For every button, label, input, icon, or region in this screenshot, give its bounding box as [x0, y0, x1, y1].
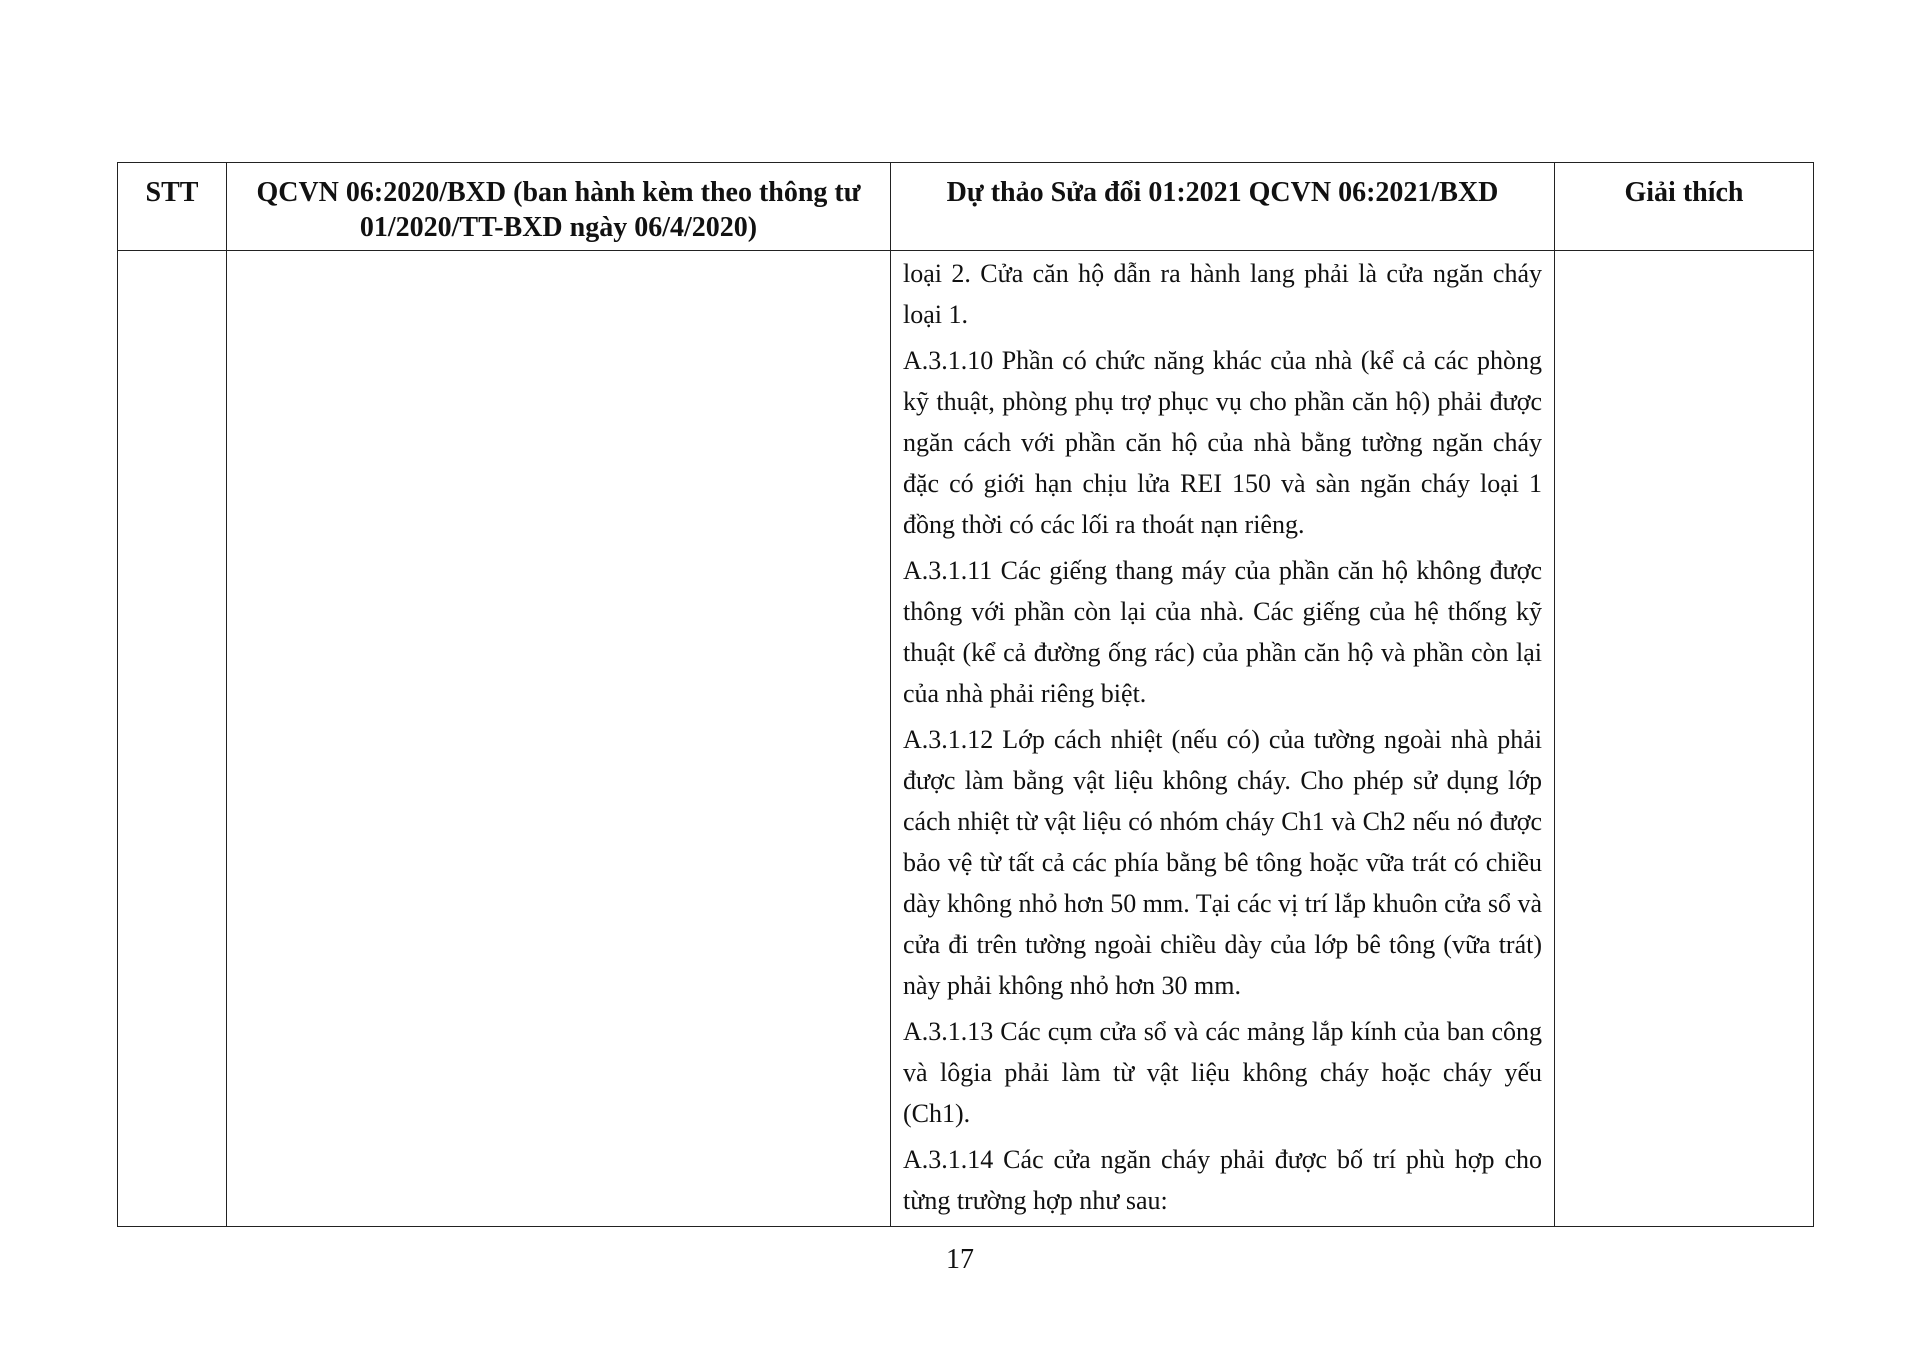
paragraph-a3112: A.3.1.12 Lớp cách nhiệt (nếu có) của tường ngoài nhà phải được làm bằng vật liệu không cháy. Cho phép sử dụng lớp cách nhiệt từ vật liệu có nhóm cháy Ch1 và Ch2 nếu nó được bảo vệ từ tất cả các phía bằng bê tông hoặc vữa trát có chiều dày không nhỏ hơn 50 mm. Tại các vị trí lắp khuôn cửa sổ và cửa đi trên tường ngoài chiều dày của lớp bê tông (vữa trát) này phải không nhỏ hơn 30 mm. [903, 725, 1542, 1000]
cell-draft-amendment [891, 251, 1555, 1227]
header-explanation: Giải thích [1555, 163, 1814, 251]
paragraph-a3110: A.3.1.10 Phần có chức năng khác của nhà (kể cả các phòng kỹ thuật, phòng phụ trợ phục vụ cho phần căn hộ) phải được ngăn cách với phần căn hộ của nhà bằng tường ngăn cháy đặc có giới hạn chịu lửa REI 150 và sàn ngăn cháy loại 1 đồng thời có các lối ra thoát nạn riêng. [903, 346, 1542, 539]
paragraph-a3111: A.3.1.11 Các giếng thang máy của phần căn hộ không được thông với phần còn lại của nhà. Các giếng của hệ thống kỹ thuật (kể cả đường ống rác) của phần căn hộ và phần còn lại của nhà phải riêng biệt. [903, 556, 1542, 708]
table-header-row [118, 163, 1814, 251]
header-stt: STT [118, 163, 227, 251]
header-draft-amendment: Dự thảo Sửa đổi 01:2021 QCVN 06:2021/BXD [891, 163, 1555, 251]
page-number: 17 [946, 1244, 974, 1275]
comparison-table [117, 162, 1814, 1227]
cell-explanation [1555, 251, 1814, 1227]
header-old-regulation: QCVN 06:2020/BXD (ban hành kèm theo thông tư 01/2020/TT-BXD ngày 06/4/2020) [227, 163, 891, 251]
table-row [118, 251, 1814, 1227]
cell-stt [118, 251, 227, 1227]
paragraph-a3114: A.3.1.14 Các cửa ngăn cháy phải được bố trí phù hợp cho từng trường hợp như sau: [903, 1145, 1542, 1215]
paragraph-a3113: A.3.1.13 Các cụm cửa sổ và các mảng lắp kính của ban công và lôgia phải làm từ vật liệu không cháy hoặc cháy yếu (Ch1). [903, 1017, 1542, 1128]
paragraph-continuation: loại 2. Cửa căn hộ dẫn ra hành lang phải là cửa ngăn cháy loại 1. [903, 259, 1542, 329]
cell-old-regulation [227, 251, 891, 1227]
